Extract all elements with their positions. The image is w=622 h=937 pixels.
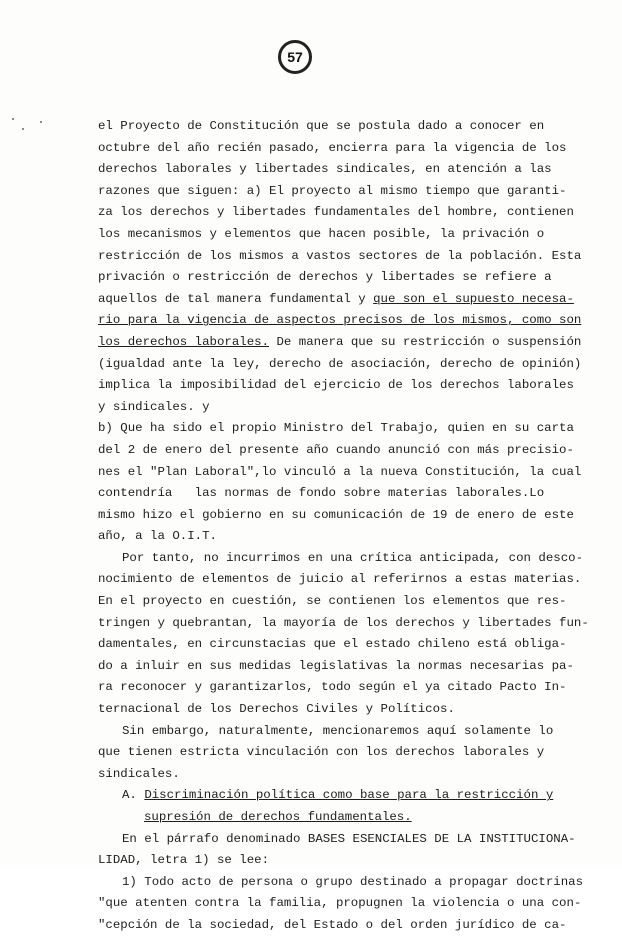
section-title-cont: supresión de derechos fundamentales. (144, 810, 412, 824)
text-line: Sin embargo, naturalmente, mencionaremos aquí solamente lo (122, 723, 554, 738)
text-line: damentales, en circunstacias que el estado chileno está obliga- (98, 637, 567, 652)
text-line: derechos laborales y libertades sindicales, en atención a las (98, 162, 552, 177)
text-line: Por tanto, no incurrimos en una crítica anticipada, con desco- (122, 550, 584, 565)
text-line: y sindicales. y (98, 399, 210, 414)
text-line: ra reconocer y garantizarlos, todo según el ya citado Pacto In- (98, 680, 567, 695)
scan-speck (22, 128, 24, 130)
text-line: privación o restricción de derechos y libertades se refiere a (98, 270, 552, 285)
text-line: "que atenten contra la familia, propugnen la violencia o una con- (98, 896, 582, 911)
underlined-text: que son el supuesto necesa- (373, 291, 574, 306)
text-line: del 2 de enero del presente año cuando anunció con más precisio- (98, 442, 574, 457)
text-line: (igualdad ante la ley, derecho de asociación, derecho de opinión) (98, 356, 582, 371)
text-line: que tienen estricta vinculación con los derechos laborales y (98, 745, 545, 760)
text-line: za los derechos y libertades fundamentales del hombre, contienen (98, 205, 574, 220)
text-line: ternacional de los Derechos Civiles y Políticos. (98, 702, 455, 717)
underlined-text: los derechos laborales. (98, 334, 270, 349)
text-line: LIDAD, letra 1) se lee: (98, 853, 270, 868)
text-line: sindicales. (98, 766, 180, 781)
text-fragment: aquellos de tal manera fundamental y (98, 291, 374, 306)
underlined-line: rio para la vigencia de aspectos precisos de los mismos, como son (98, 313, 582, 328)
section-letter: A. (122, 788, 145, 803)
section-title: Discriminación política como base para la restricción y (144, 788, 554, 803)
body-text (98, 116, 589, 937)
text-line (98, 289, 574, 311)
text-line: implica la imposibilidad del ejercicio de los derechos laborales (98, 378, 574, 393)
text-line: restricción de los mismos a vastos sectores de la población. Esta (98, 248, 582, 263)
text-line: 1) Todo acto de persona o grupo destinado a propagar doctrinas (122, 874, 584, 889)
section-heading (98, 785, 568, 807)
text-line: tringen y quebrantan, la mayoría de los derechos y libertades fun- (98, 615, 589, 630)
scan-speck (12, 118, 14, 120)
text-line: octubre del año recién pasado, encierra para la vigencia de los (98, 140, 567, 155)
page-number-circle: 57 (278, 40, 312, 74)
text-line: año, a la O.I.T. (98, 529, 217, 544)
text-line (98, 332, 582, 354)
text-fragment: De manera que su restricción o suspensión (269, 334, 582, 349)
text-line: mismo hizo el gobierno en su comunicación de 19 de enero de este (98, 507, 574, 522)
text-line: "cepción de la sociedad, del Estado o del orden jurídico de ca- (98, 917, 567, 932)
text-line: contendría las normas de fondo sobre materias laborales.Lo (98, 486, 545, 501)
text-line: b) Que ha sido el propio Ministro del Trabajo, quien en su carta (98, 421, 574, 436)
text-line: los mecanismos y elementos que hacen posible, la privación o (98, 226, 545, 241)
section-heading-cont (98, 807, 568, 829)
text-line: nocimiento de elementos de juicio al referirnos a estas materias. (98, 572, 582, 587)
text-line: En el proyecto en cuestión, se contienen los elementos que res- (98, 594, 567, 609)
text-line: nes el "Plan Laboral",lo vinculó a la nueva Constitución, la cual (98, 464, 582, 479)
scan-speck (40, 121, 42, 123)
text-line: razones que siguen: a) El proyecto al mismo tiempo que garanti- (98, 183, 567, 198)
text-line: En el párrafo denominado BASES ESENCIALES DE LA INSTITUCIONA- (122, 831, 576, 846)
text-line: do a inluir en sus medidas legislativas la normas necesarias pa- (98, 658, 574, 673)
text-line: el Proyecto de Constitución que se postula dado a conocer en (98, 119, 545, 133)
